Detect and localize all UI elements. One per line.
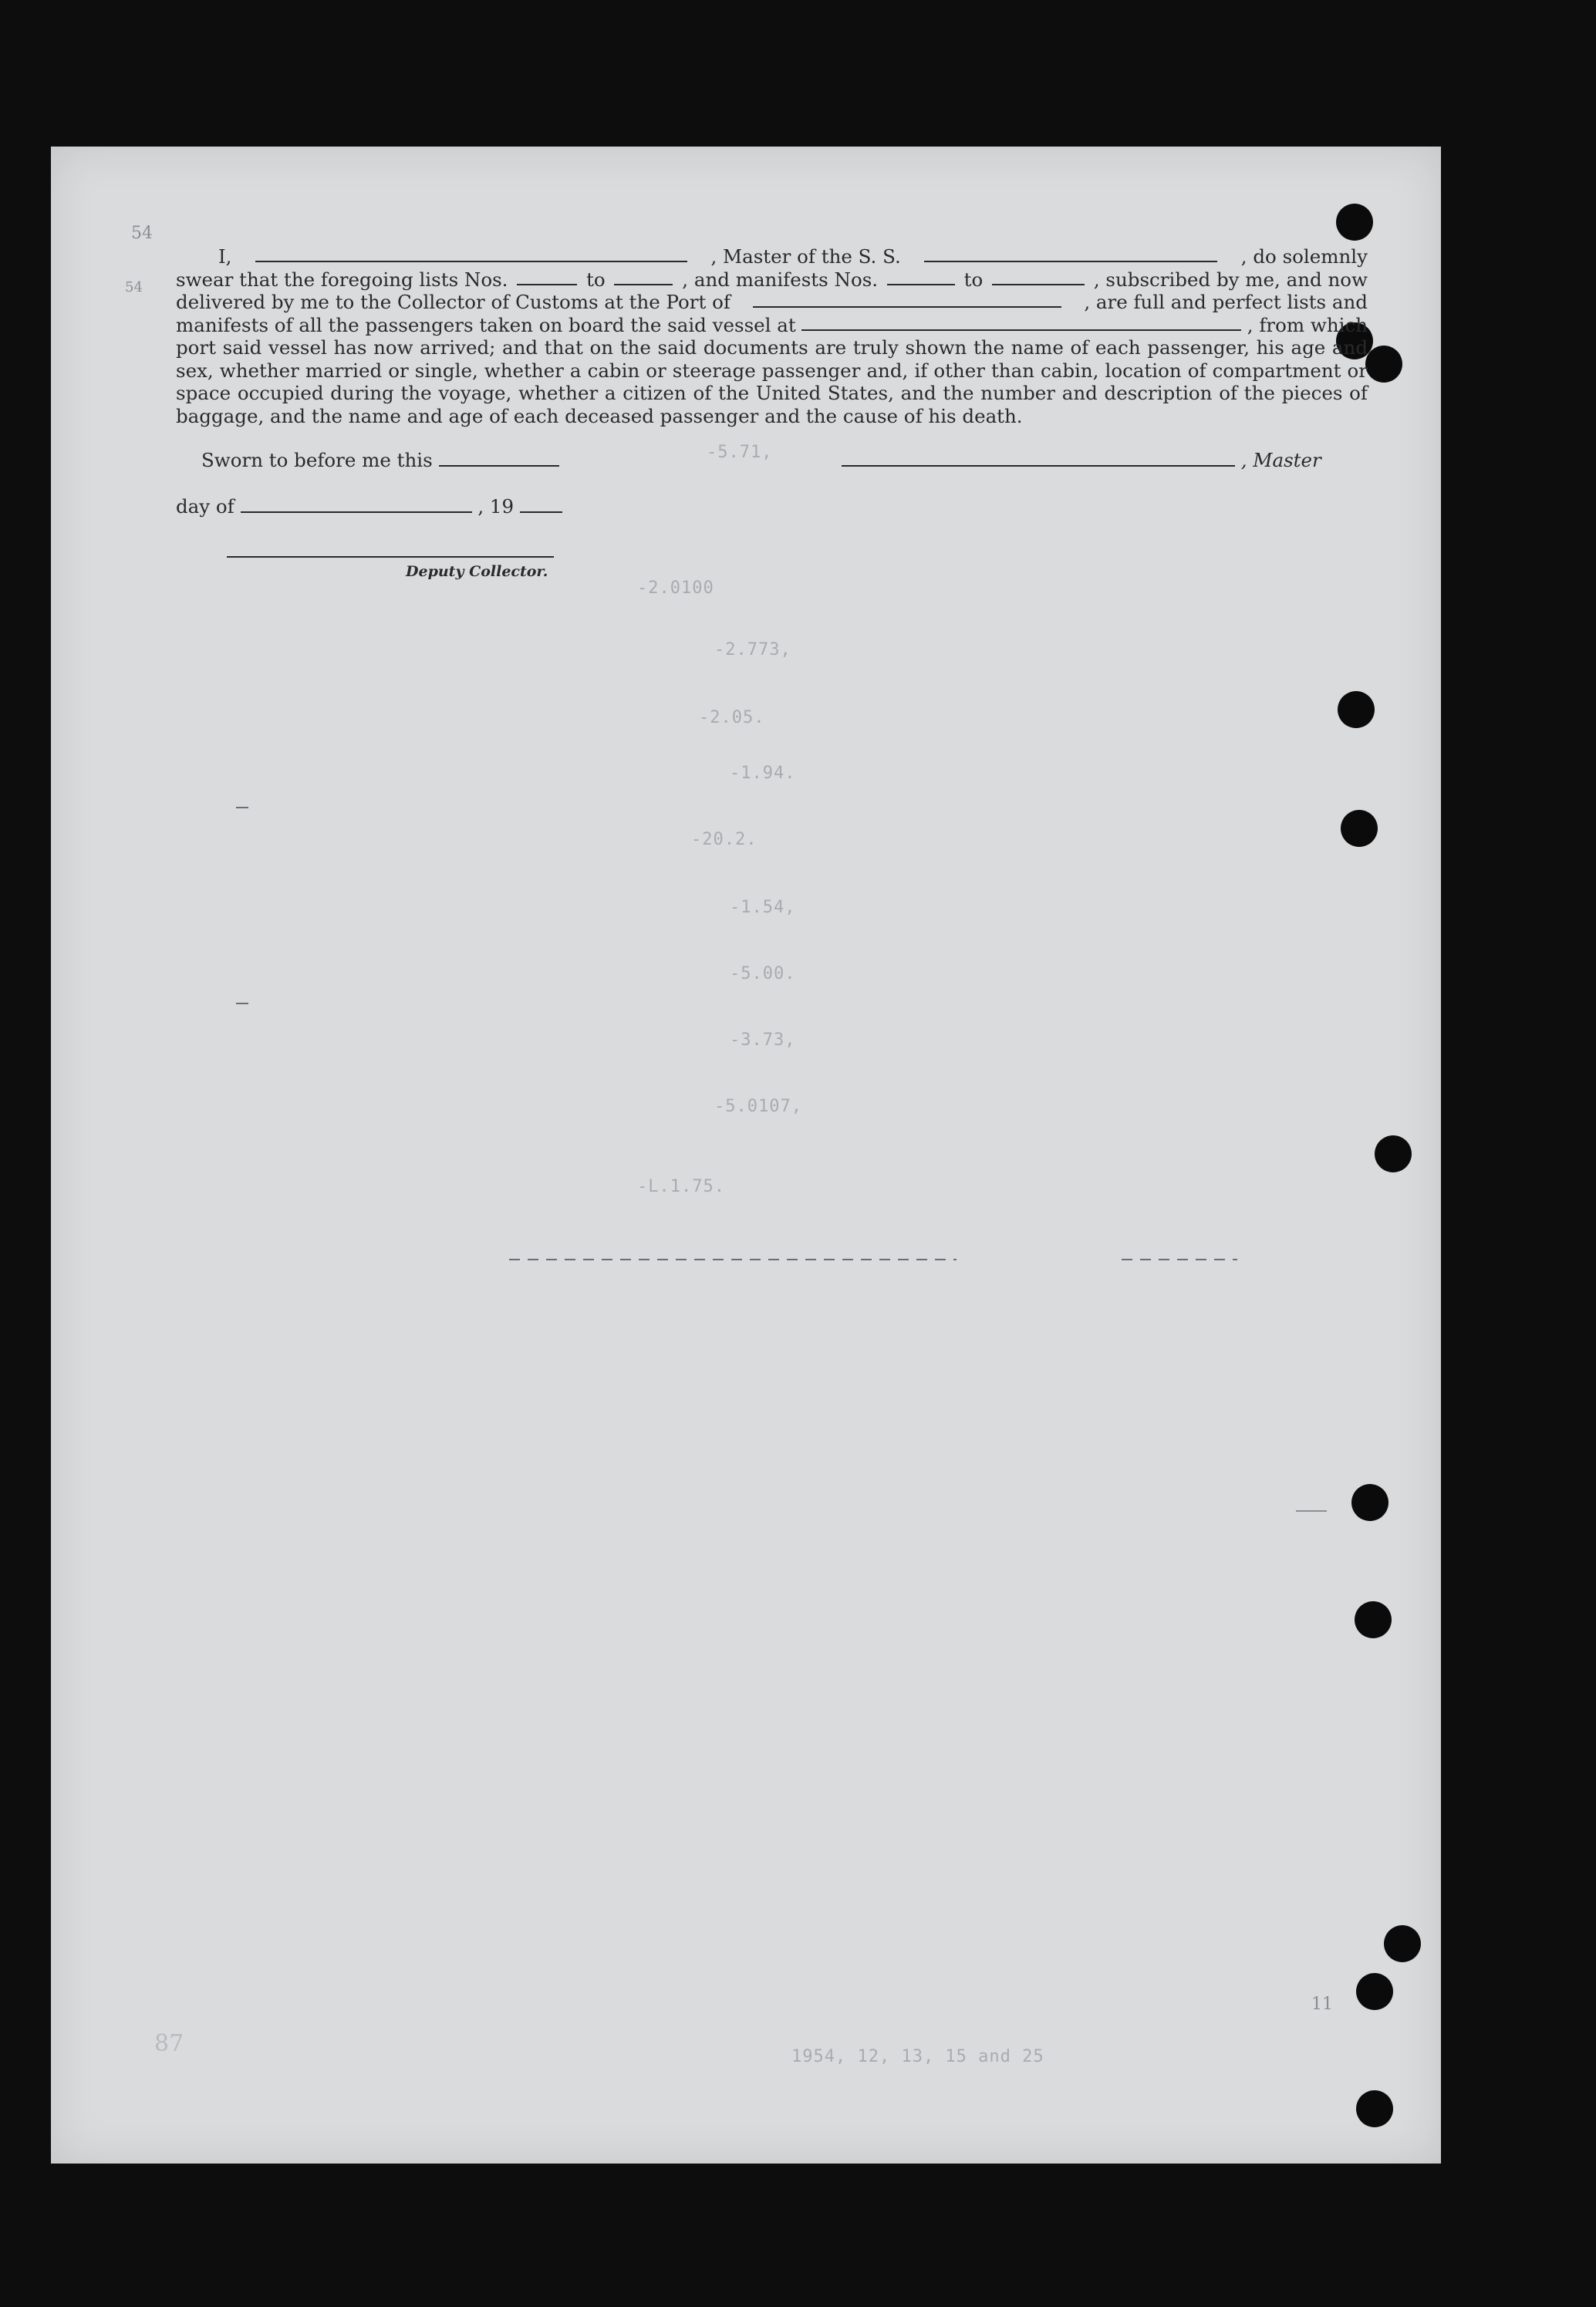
master-of-label: , Master of the S. S. bbox=[710, 245, 901, 268]
list-from-blank bbox=[517, 268, 577, 285]
binder-hole bbox=[1351, 1484, 1388, 1521]
binder-hole bbox=[1356, 1973, 1393, 2010]
manifest-page bbox=[51, 147, 1441, 2164]
margin-number: 54 bbox=[125, 279, 143, 295]
master-signature-line bbox=[842, 449, 1321, 471]
sworn-date-blank bbox=[439, 450, 559, 467]
oath-text: , subscribed by me, and now bbox=[1093, 268, 1368, 291]
stray-mark bbox=[1296, 1510, 1327, 1512]
stray-mark bbox=[236, 1003, 248, 1004]
bleed-through-text: -5.00. bbox=[730, 964, 796, 983]
bleed-through-text: -2.05. bbox=[699, 708, 765, 727]
master-name-blank bbox=[255, 245, 687, 262]
bleed-through-text: -20.2. bbox=[691, 830, 758, 849]
typed-dash-rule bbox=[509, 1259, 957, 1260]
day-of-label: day of bbox=[176, 495, 235, 518]
oath-text: to bbox=[963, 268, 984, 291]
bleed-through-text: -5.0107, bbox=[714, 1097, 802, 1116]
binder-hole bbox=[1356, 2090, 1393, 2127]
binder-hole bbox=[1341, 810, 1378, 847]
do-solemnly-label: , do solemnly bbox=[1240, 245, 1368, 268]
oath-text: swear that the foregoing lists Nos. bbox=[176, 268, 508, 291]
bleed-through-text: -5.71, bbox=[707, 443, 773, 462]
oath-text: , from which bbox=[1247, 313, 1368, 336]
oath-text: , are full and perfect lists and bbox=[1084, 291, 1368, 313]
oath-prefix: I, bbox=[218, 245, 232, 268]
month-blank bbox=[241, 496, 472, 513]
departure-port-blank bbox=[801, 314, 1241, 331]
year-blank bbox=[520, 496, 562, 513]
binder-hole bbox=[1384, 1925, 1421, 1962]
oath-line-2 bbox=[176, 268, 1368, 292]
oath-text: , and manifests Nos. bbox=[682, 268, 879, 291]
binder-hole bbox=[1336, 204, 1373, 241]
bleed-through-text: -1.94. bbox=[730, 764, 796, 783]
ship-name-blank bbox=[924, 245, 1217, 262]
oath-text: delivered by me to the Collector of Customs at the Port of bbox=[176, 291, 731, 313]
port-blank bbox=[753, 291, 1061, 308]
margin-number: 11 bbox=[1311, 1995, 1333, 2014]
bleed-through-text: -3.73, bbox=[730, 1030, 796, 1050]
oath-paragraph bbox=[176, 245, 1368, 427]
sworn-line bbox=[201, 449, 559, 471]
oath-body: port said vessel has now arrived; and that on the said documents are truly shown the name of each passenger, his age and sex, whether married or single, whether a cabin or steerage passenger and, if other than cabin, location of compartment or space occupied during the voyage, whether a citizen of the United States, and the number and description of the pieces of baggage, and the name and age of each deceased passenger and the cause of his death. bbox=[176, 336, 1368, 427]
oath-line-1 bbox=[176, 245, 1368, 268]
oath-line-4 bbox=[176, 314, 1368, 337]
oath-text: to bbox=[586, 268, 606, 291]
binder-hole bbox=[1355, 1601, 1392, 1638]
deputy-signature-rule bbox=[227, 556, 554, 558]
day-of-line bbox=[176, 495, 562, 518]
master-label: , Master bbox=[1240, 449, 1321, 471]
margin-number: 54 bbox=[131, 224, 153, 243]
manifest-to-blank bbox=[992, 268, 1085, 285]
bleed-through-text: -2.0100 bbox=[637, 578, 714, 598]
deputy-collector-label: Deputy Collector. bbox=[406, 563, 548, 580]
binder-hole bbox=[1375, 1135, 1412, 1172]
bleed-through-text: 1954, 12, 13, 15 and 25 bbox=[791, 2047, 1044, 2066]
binder-hole bbox=[1338, 691, 1375, 728]
year-label: , 19 bbox=[477, 495, 515, 518]
bleed-through-text: -L.1.75. bbox=[637, 1177, 725, 1196]
margin-number: 87 bbox=[154, 2030, 184, 2057]
sworn-label: Sworn to before me this bbox=[201, 449, 433, 471]
bleed-through-text: -2.773, bbox=[714, 640, 791, 659]
list-to-blank bbox=[614, 268, 673, 285]
binder-hole bbox=[1365, 346, 1402, 383]
manifest-from-blank bbox=[887, 268, 955, 285]
oath-line-3 bbox=[176, 291, 1368, 314]
typed-dash-rule bbox=[1122, 1259, 1237, 1260]
bleed-through-text: -1.54, bbox=[730, 898, 796, 917]
oath-text: manifests of all the passengers taken on board the said vessel at bbox=[176, 313, 796, 336]
stray-mark bbox=[236, 807, 248, 808]
master-signature-blank bbox=[842, 450, 1235, 467]
